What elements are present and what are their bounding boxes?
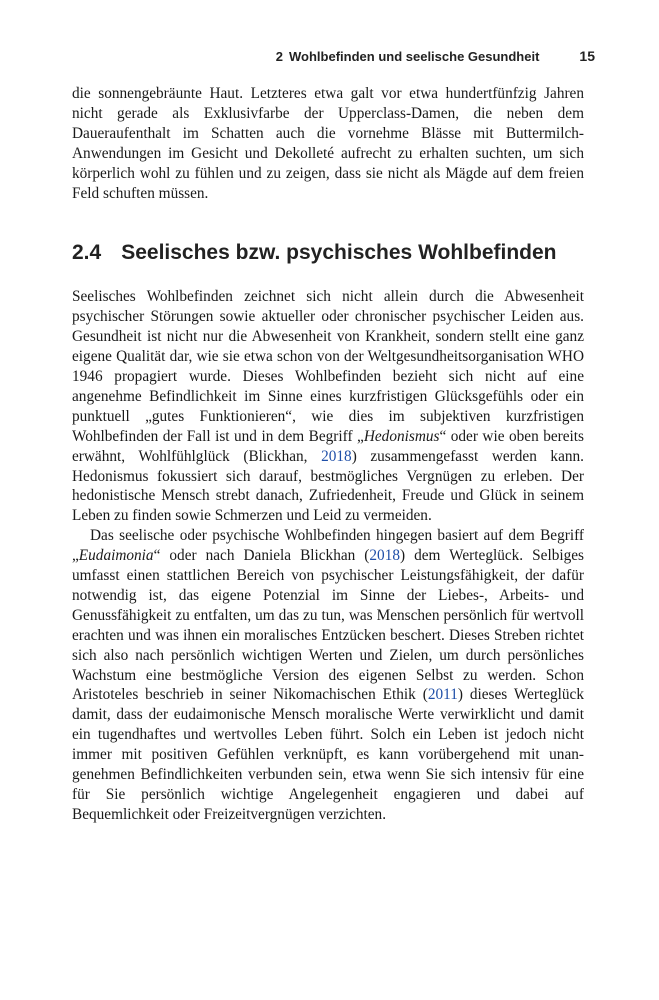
- text-segment: ) dieses Werteglück damit, dass der eudaimonische Mensch moralische Werte verwirklicht und damit ein tugendhaftes und wertvolles Leben führt. Solch ein Leben ist jedoch nicht immer mit positiven Gefühlen verknüpft, es kann vorübergehend mit unangenehmen Befindlichkeiten verbunden sein, etwa wenn Sie sich intensiv für eine für Sie persönlich wichtige Angelegenheit engagieren und dabei auf Bequemlichkeit oder Freizeitvergnügen verzichten.: [72, 686, 584, 823]
- page-body: [72, 84, 584, 825]
- text-segment: “ oder wie oben bereits erwähnt, Wohlfühlglück (Blickhan,: [72, 427, 584, 465]
- citation-link-blickhan-2018[interactable]: 2018: [369, 547, 400, 565]
- text-segment: Seelisches Wohlbefinden zeichnet sich nicht allein durch die Abwesenheit psychischer Störungen sowie aktueller oder chronischer psychischer Leiden aus. Gesundheit ist nicht nur die Abwesenheit von Krankheit, sondern stellt eine ganz eigene Qualität dar, wie sie etwa schon von der Weltgesundheitsorganisation WHO 1946 propagiert wurde. Dieses Wohlbefinden bezieht sich nicht auf eine angenehme Befindlichkeit im Sinne eines kurzfristigen Glücksgefühls oder ein punktuell „gutes Funktionieren“, wie dies im subjektiven kurzfristigen Wohlbefinden der Fall ist und in dem Begriff „: [72, 288, 584, 445]
- running-head: [276, 48, 595, 64]
- section-heading: [72, 243, 584, 263]
- paragraph-eudaimonia: [72, 526, 584, 825]
- term-eudaimonia: Eudaimonia: [78, 547, 154, 565]
- citation-link-aristoteles-2011[interactable]: 2011: [427, 686, 458, 704]
- intro-paragraph: die sonnengebräunte Haut. Letzteres etwa galt vor etwa hundertfünfzig Jahren nicht gerade als Exklusivfarbe der Upperclass-Damen, die neben dem Daueraufenthalt im Schatten auch die vornehme Blässe mit Buttermilch-Anwendungen im Gesicht und Dekolleté aufrecht zu erhalten suchten, um sich körperlich wohl zu fühlen und zu zeigen, dass sie nicht als Mägde auf dem freien Feld schuften müssen.: [72, 85, 584, 202]
- citation-link-blickhan-2018[interactable]: 2018: [321, 447, 352, 465]
- section-number: 2.4: [72, 241, 102, 265]
- text-segment: Das seelische oder psychische Wohlbefinden hingegen basiert auf dem Begriff „: [72, 527, 584, 565]
- paragraph-hedonism: [72, 287, 584, 526]
- text-segment: ) zusammengefasst werden kann. Hedonismus fokussiert sich darauf, bestmögliches Vergnügen zu erleben. Der hedonistische Mensch strebt danach, Zufriedenheit, Freude und Glück in seinem Leben zu finden sowie Schmerzen und Leid zu vermeiden.: [72, 447, 584, 525]
- page-number: 15: [579, 48, 595, 64]
- chapter-title: Wohlbefinden und seelische Gesundheit: [289, 49, 540, 64]
- section-title: Seelisches bzw. psychisches Wohlbefinden: [121, 241, 557, 265]
- text-segment: “ oder nach Daniela Blickhan (: [153, 547, 370, 565]
- chapter-number: 2: [275, 49, 284, 64]
- term-hedonismus: Hedonismus: [363, 427, 440, 445]
- text-segment: ) dem Werteglück. Selbiges umfasst einen stattlichen Bereich von psychischer Leistungsfähigkeit, der dafür notwendig ist, das eigene Potenzial im Sinne der Liebes-, Arbeits- und Genussfähigkeit zu entfalten, um das zu tun, was Menschen persönlich für wertvoll erachten und was ihnen ein moralisches Entzücken beschert. Dieses Streben richtet sich also nach persönlich wichtigen Werten und Zielen, um durch persönliches Wachstum eine bestmögliche Version des eigenen Selbst zu werden. Schon Aristoteles beschrieb in seiner Nikomachischen Ethik (: [72, 547, 584, 704]
